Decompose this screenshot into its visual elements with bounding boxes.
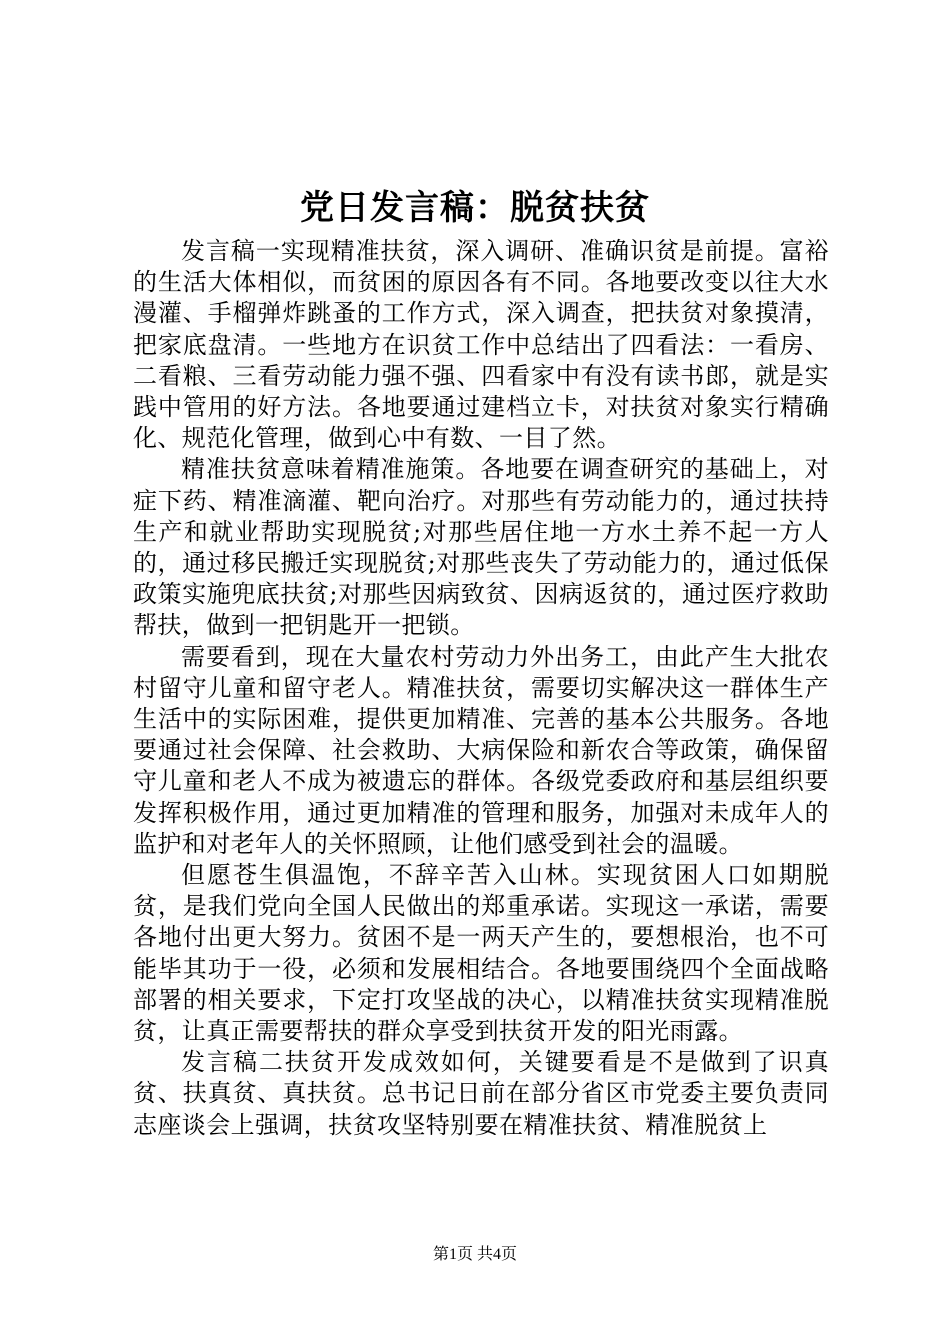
paragraph-2: 精准扶贫意味着精准施策。各地要在调查研究的基础上，对症下药、精准滴灌、靶向治疗。对那些有劳动能力的，通过扶持生产和就业帮助实现脱贫;对那些居住地一方水土养不起一方人的，通过移民搬迁实现脱贫;对那些丧失了劳动能力的，通过低保政策实施兜底扶贫;对那些因病致贫、因病返贫的，通过医疗救助帮扶，做到一把钥匙开一把锁。	[133, 455, 829, 640]
paragraph-3: 需要看到，现在大量农村劳动力外出务工，由此产生大批农村留守儿童和留守老人。精准扶贫，需要切实解决这一群体生产生活中的实际困难，提供更加精准、完善的基本公共服务。各地要通过社会保障、社会救助、大病保险和新农合等政策，确保留守儿童和老人不成为被遗忘的群体。各级党委政府和基层组织要发挥积极作用，通过更加精准的管理和服务，加强对未成年人的监护和对老年人的关怀照顾，让他们感受到社会的温暖。	[133, 642, 829, 858]
document-body	[133, 236, 829, 1141]
paragraph-4: 但愿苍生俱温饱，不辞辛苦入山林。实现贫困人口如期脱贫，是我们党向全国人民做出的郑重承诺。实现这一承诺，需要各地付出更大努力。贫困不是一两天产生的，要想根治，也不可能毕其功于一役，必须和发展相结合。各地要围绕四个全面战略部署的相关要求，下定打攻坚战的决心，以精准扶贫实现精准脱贫，让真正需要帮扶的群众享受到扶贫开发的阳光雨露。	[133, 861, 829, 1046]
paragraph-5: 发言稿二扶贫开发成效如何，关键要看是不是做到了识真贫、扶真贫、真扶贫。总书记日前在部分省区市党委主要负责同志座谈会上强调，扶贫攻坚特别要在精准扶贫、精准脱贫上	[133, 1048, 829, 1139]
page-footer: 第1页 共4页	[432, 1246, 517, 1263]
paragraph-1: 发言稿一实现精准扶贫，深入调研、准确识贫是前提。富裕的生活大体相似，而贫困的原因各有不同。各地要改变以往大水漫灌、手榴弹炸跳蚤的工作方式，深入调查，把扶贫对象摸清，把家底盘清。一些地方在识贫工作中总结出了四看法：一看房、二看粮、三看劳动能力强不强、四看家中有没有读书郎，就是实践中管用的好方法。各地要通过建档立卡，对扶贫对象实行精确化、规范化管理，做到心中有数、一目了然。	[133, 237, 829, 453]
document-title: 党日发言稿：脱贫扶贫	[300, 188, 650, 228]
